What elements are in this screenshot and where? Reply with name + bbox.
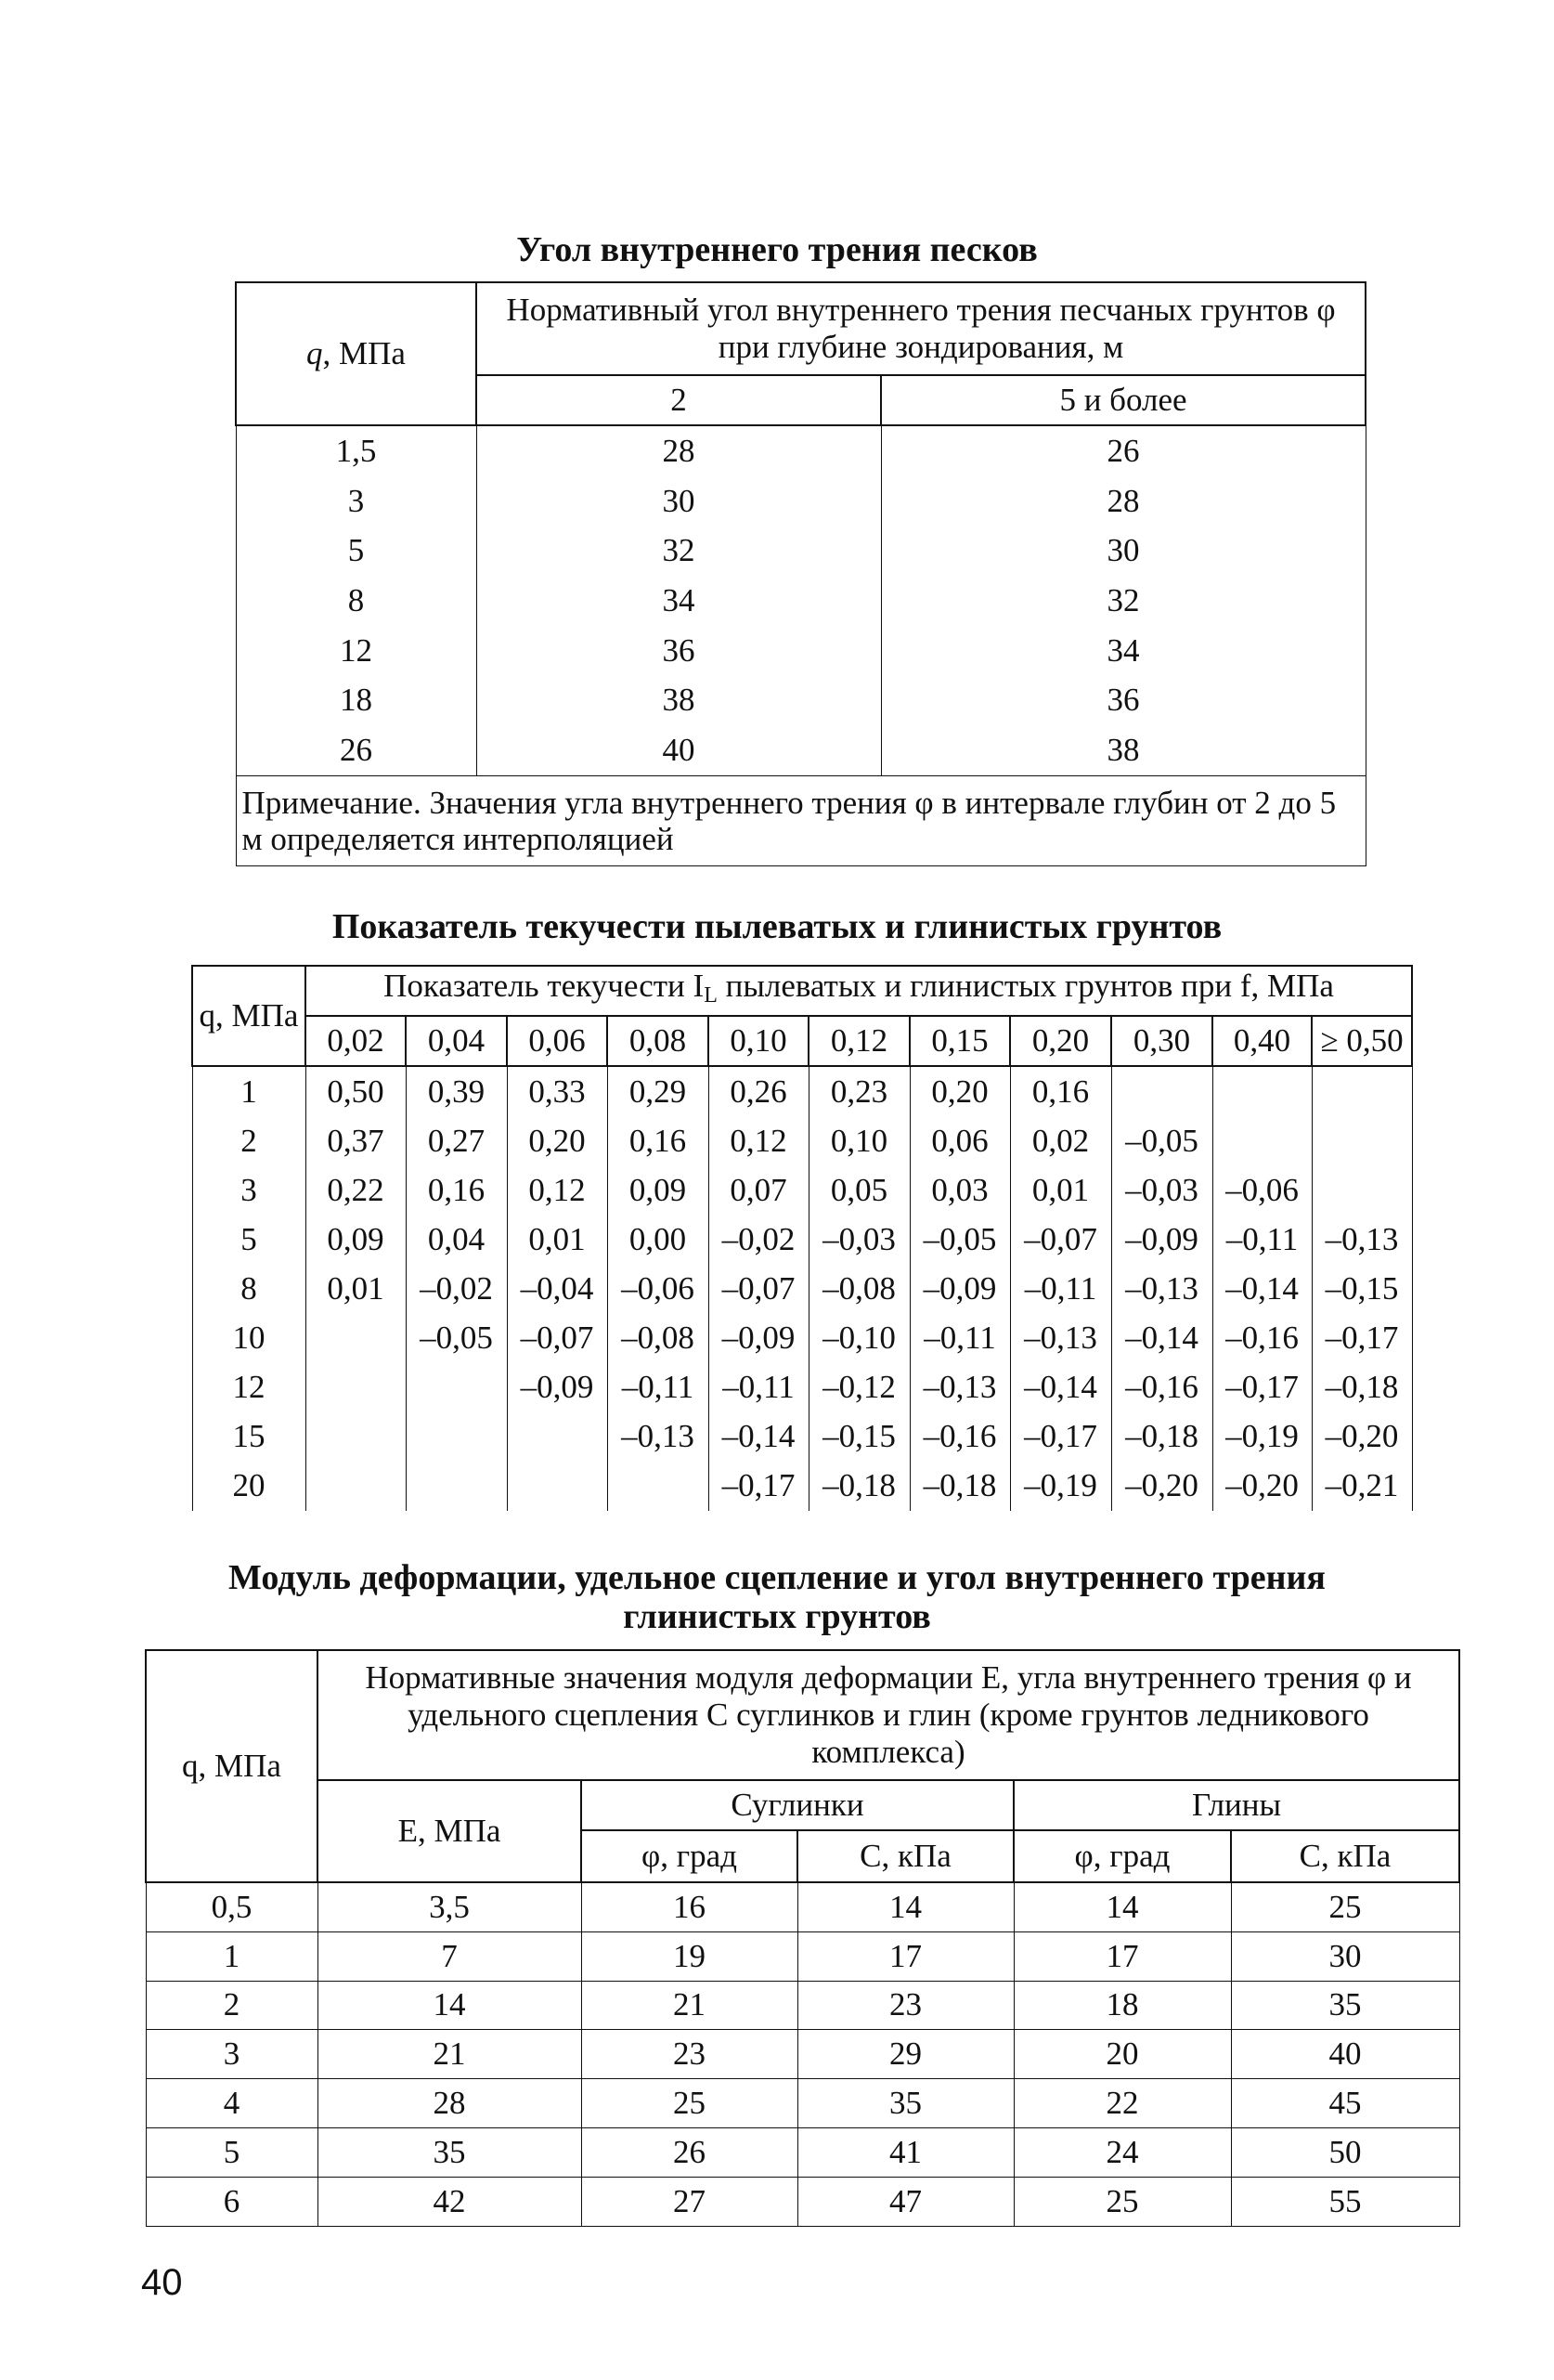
t2-cell: –0,09 (507, 1363, 607, 1412)
t2-cell (1212, 1066, 1312, 1116)
t2-cell: 0,05 (809, 1165, 910, 1215)
liquidity-index-table (191, 965, 1413, 1511)
t1-row (236, 526, 1366, 576)
t2-cell (305, 1363, 406, 1412)
t2-cell: –0,08 (809, 1264, 910, 1313)
t2-cell: –0,04 (507, 1264, 607, 1313)
t2-cell: –0,18 (1312, 1363, 1412, 1412)
t3-cell: 35 (1231, 1981, 1459, 2030)
t2-cell: 0,01 (1010, 1165, 1111, 1215)
t2-cell: 0,12 (507, 1165, 607, 1215)
t2-f-header: 0,10 (708, 1016, 809, 1066)
t3-cell: 14 (1014, 1882, 1231, 1931)
t2-cell: –0,16 (1111, 1363, 1212, 1412)
t2-cell: –0,20 (1212, 1462, 1312, 1511)
t2-cell: 0,16 (607, 1116, 708, 1165)
t2-cell: 3 (192, 1165, 305, 1215)
t3-group-header: Нормативные значения модуля деформации E, угла внутреннего трения φ и удельного сцепления С суглинков и глин (кроме грунтов ледникового комплекса) (317, 1650, 1459, 1780)
t1-cell: 8 (236, 576, 476, 626)
t3-cell: 35 (317, 2127, 581, 2177)
t3-cell: 28 (317, 2079, 581, 2128)
t2-cell (1212, 1116, 1312, 1165)
t2-cell (305, 1412, 406, 1462)
t1-cell: 5 (236, 526, 476, 576)
t3-cell: 3 (146, 2030, 317, 2079)
t1-cell: 18 (236, 675, 476, 725)
t2-cell (305, 1313, 406, 1362)
t2-cell: 0,29 (607, 1066, 708, 1116)
t2-cell: 1 (192, 1066, 305, 1116)
t2-cell: 0,23 (809, 1066, 910, 1116)
t2-cell: –0,07 (708, 1264, 809, 1313)
t2-cell: –0,13 (1312, 1215, 1412, 1264)
t2-f-header: 0,15 (910, 1016, 1010, 1066)
t2-cell: –0,19 (1212, 1412, 1312, 1462)
t1-depth-header-2: 2 (476, 375, 881, 425)
t3-cell: 25 (1231, 1882, 1459, 1931)
t2-cell: –0,09 (1111, 1215, 1212, 1264)
t1-row (236, 626, 1366, 676)
t3-cell: 0,5 (146, 1882, 317, 1931)
t2-cell: 0,10 (809, 1116, 910, 1165)
t3-clay-header: Глины (1014, 1780, 1459, 1830)
t3-e-header: E, МПа (317, 1780, 581, 1882)
t1-row (236, 725, 1366, 775)
t2-cell: 5 (192, 1215, 305, 1264)
t1-group-header: Нормативный угол внутреннего трения песчаных грунтов φ при глубине зондирования, м (476, 282, 1366, 375)
t3-loam-header: Суглинки (581, 1780, 1014, 1830)
t3-cell: 26 (581, 2127, 797, 2177)
t2-cell: 0,07 (708, 1165, 809, 1215)
t3-cell: 14 (317, 1981, 581, 2030)
t1-cell: 32 (476, 526, 881, 576)
t2-cell: 8 (192, 1264, 305, 1313)
t2-f-header: 0,12 (809, 1016, 910, 1066)
t2-row (192, 1363, 1412, 1412)
t2-cell: –0,03 (1111, 1165, 1212, 1215)
t2-cell: –0,17 (1212, 1363, 1312, 1412)
t3-cell: 3,5 (317, 1882, 581, 1931)
t2-cell: 0,01 (305, 1264, 406, 1313)
t3-cell: 23 (581, 2030, 797, 2079)
t2-cell: –0,20 (1312, 1412, 1412, 1462)
t1-cell: 28 (476, 425, 881, 476)
t2-cell: –0,16 (1212, 1313, 1312, 1362)
t2-cell: –0,18 (1111, 1412, 1212, 1462)
t3-cell: 47 (797, 2177, 1014, 2226)
t2-row (192, 1066, 1412, 1116)
t3-cell: 21 (317, 2030, 581, 2079)
t1-q-header: q, МПа (236, 282, 476, 425)
t2-cell: –0,15 (809, 1412, 910, 1462)
t2-cell: 0,39 (406, 1066, 507, 1116)
t3-row (146, 2079, 1459, 2128)
t3-row (146, 2030, 1459, 2079)
sand-friction-table (235, 281, 1366, 866)
t2-cell: –0,15 (1312, 1264, 1412, 1313)
t3-loam-phi-header: φ, град (581, 1830, 797, 1882)
t2-cell: –0,11 (1212, 1215, 1312, 1264)
t2-cell: 20 (192, 1462, 305, 1511)
t2-cell: –0,10 (809, 1313, 910, 1362)
t3-row (146, 1931, 1459, 1981)
t2-cell: –0,06 (607, 1264, 708, 1313)
t3-clay-c-header: С, кПа (1231, 1830, 1459, 1882)
t1-cell: 28 (881, 476, 1366, 527)
t2-cell: 15 (192, 1412, 305, 1462)
t2-cell (406, 1363, 507, 1412)
t2-cell: –0,11 (910, 1313, 1010, 1362)
t2-cell: 0,20 (507, 1116, 607, 1165)
t1-note: Примечание. Значения угла внутреннего трения φ в интервале глубин от 2 до 5 м определяется интерполяцией (236, 775, 1366, 865)
t3-cell: 20 (1014, 2030, 1231, 2079)
t2-cell: 0,04 (406, 1215, 507, 1264)
t2-row (192, 1116, 1412, 1165)
t2-f-header: 0,40 (1212, 1016, 1312, 1066)
t2-cell: 0,12 (708, 1116, 809, 1165)
t2-cell: –0,13 (1010, 1313, 1111, 1362)
t2-cell: –0,14 (1010, 1363, 1111, 1412)
t1-row (236, 576, 1366, 626)
t2-cell (1111, 1066, 1212, 1116)
t2-row (192, 1462, 1412, 1511)
t2-cell: –0,09 (708, 1313, 809, 1362)
t2-cell: –0,13 (1111, 1264, 1212, 1313)
t3-cell: 5 (146, 2127, 317, 2177)
t2-f-header: 0,20 (1010, 1016, 1111, 1066)
t2-cell: –0,12 (809, 1363, 910, 1412)
t1-cell: 30 (476, 476, 881, 527)
t2-cell: –0,07 (1010, 1215, 1111, 1264)
t2-cell: 0,16 (1010, 1066, 1111, 1116)
t3-row (146, 1882, 1459, 1931)
t2-row (192, 1412, 1412, 1462)
t3-row (146, 2127, 1459, 2177)
t2-cell: –0,03 (809, 1215, 910, 1264)
t3-cell: 27 (581, 2177, 797, 2226)
t2-cell: –0,20 (1111, 1462, 1212, 1511)
t2-cell: –0,14 (708, 1412, 809, 1462)
t2-cell: –0,19 (1010, 1462, 1111, 1511)
t3-cell: 14 (797, 1882, 1014, 1931)
t2-cell: –0,13 (607, 1412, 708, 1462)
t3-cell: 21 (581, 1981, 797, 2030)
t1-cell: 36 (476, 626, 881, 676)
t2-cell: 0,27 (406, 1116, 507, 1165)
t2-cell: –0,05 (406, 1313, 507, 1362)
t3-cell: 25 (581, 2079, 797, 2128)
t2-cell: 0,22 (305, 1165, 406, 1215)
t2-cell (1312, 1116, 1412, 1165)
t2-cell: –0,17 (1312, 1313, 1412, 1362)
t2-cell: 0,37 (305, 1116, 406, 1165)
t2-cell: –0,11 (607, 1363, 708, 1412)
t2-cell: 0,20 (910, 1066, 1010, 1116)
t1-cell: 40 (476, 725, 881, 775)
t1-cell: 30 (881, 526, 1366, 576)
t3-cell: 2 (146, 1981, 317, 2030)
t3-row (146, 1981, 1459, 2030)
t3-clay-phi-header: φ, град (1014, 1830, 1231, 1882)
deformation-modulus-table (145, 1649, 1460, 2227)
t2-row (192, 1215, 1412, 1264)
t2-f-header: 0,06 (507, 1016, 607, 1066)
t3-cell: 41 (797, 2127, 1014, 2177)
t2-cell: –0,11 (708, 1363, 809, 1412)
t1-cell: 3 (236, 476, 476, 527)
t3-cell: 40 (1231, 2030, 1459, 2079)
t1-cell: 38 (476, 675, 881, 725)
t2-cell: 0,26 (708, 1066, 809, 1116)
t2-cell (507, 1462, 607, 1511)
t2-cell: –0,08 (607, 1313, 708, 1362)
t2-cell: 2 (192, 1116, 305, 1165)
table3-title: Модуль деформации, удельное сцепление и угол внутреннего трения глинистых грунтов (228, 1558, 1326, 1636)
t2-cell: 0,16 (406, 1165, 507, 1215)
t3-cell: 22 (1014, 2079, 1231, 2128)
t3-cell: 30 (1231, 1931, 1459, 1981)
t3-cell: 17 (1014, 1931, 1231, 1981)
t1-cell: 34 (881, 626, 1366, 676)
t2-cell: 12 (192, 1363, 305, 1412)
t2-cell: –0,18 (809, 1462, 910, 1511)
t1-row (236, 425, 1366, 476)
t2-cell: –0,17 (1010, 1412, 1111, 1462)
t2-cell: –0,06 (1212, 1165, 1312, 1215)
t2-cell (607, 1462, 708, 1511)
t1-cell: 26 (236, 725, 476, 775)
t2-cell (406, 1462, 507, 1511)
t1-cell: 12 (236, 626, 476, 676)
page-number: 40 (141, 2262, 183, 2303)
t3-cell: 25 (1014, 2177, 1231, 2226)
t1-depth-header-5: 5 и более (881, 375, 1366, 425)
t2-cell: –0,16 (910, 1412, 1010, 1462)
table1-title: Угол внутреннего трения песков (516, 230, 1038, 269)
t1-cell: 32 (881, 576, 1366, 626)
t3-row (146, 2177, 1459, 2226)
t2-cell: –0,17 (708, 1462, 809, 1511)
t2-row (192, 1165, 1412, 1215)
t2-q-header: q, МПа (192, 966, 305, 1066)
table2-title: Показатель текучести пылеватых и глинистых грунтов (331, 907, 1223, 946)
t2-f-header: 0,08 (607, 1016, 708, 1066)
t3-cell: 16 (581, 1882, 797, 1931)
t2-cell (507, 1412, 607, 1462)
t2-cell: 0,01 (507, 1215, 607, 1264)
t3-cell: 19 (581, 1931, 797, 1981)
t3-cell: 18 (1014, 1981, 1231, 2030)
t3-loam-c-header: С, кПа (797, 1830, 1014, 1882)
t2-cell: –0,14 (1111, 1313, 1212, 1362)
t1-cell: 38 (881, 725, 1366, 775)
t2-cell: –0,11 (1010, 1264, 1111, 1313)
t3-cell: 45 (1231, 2079, 1459, 2128)
t2-f-header: 0,04 (406, 1016, 507, 1066)
t2-cell: 0,33 (507, 1066, 607, 1116)
t2-cell (406, 1412, 507, 1462)
t2-f-header: 0,02 (305, 1016, 406, 1066)
t3-cell: 42 (317, 2177, 581, 2226)
t1-row (236, 675, 1366, 725)
t3-cell: 1 (146, 1931, 317, 1981)
t1-cell: 26 (881, 425, 1366, 476)
t2-f-header: ≥ 0,50 (1312, 1016, 1412, 1066)
t3-cell: 7 (317, 1931, 581, 1981)
t2-cell: –0,09 (910, 1264, 1010, 1313)
t1-cell: 36 (881, 675, 1366, 725)
t3-q-header: q, МПа (146, 1650, 317, 1882)
t2-cell: –0,13 (910, 1363, 1010, 1412)
t2-cell: 0,50 (305, 1066, 406, 1116)
t2-f-header: 0,30 (1111, 1016, 1212, 1066)
t2-cell: –0,21 (1312, 1462, 1412, 1511)
t1-cell: 1,5 (236, 425, 476, 476)
t2-row (192, 1264, 1412, 1313)
t2-cell: 0,03 (910, 1165, 1010, 1215)
t2-cell (305, 1462, 406, 1511)
t2-group-header: Показатель текучести $I_L$ пылеватых и глинистых грунтов при f, МПа (305, 966, 1412, 1016)
t1-cell: 34 (476, 576, 881, 626)
t2-cell: –0,18 (910, 1462, 1010, 1511)
t3-cell: 50 (1231, 2127, 1459, 2177)
t3-cell: 17 (797, 1931, 1014, 1981)
t2-cell: –0,05 (1111, 1116, 1212, 1165)
t2-cell: –0,07 (507, 1313, 607, 1362)
t2-cell (1312, 1165, 1412, 1215)
t3-cell: 23 (797, 1981, 1014, 2030)
t3-cell: 6 (146, 2177, 317, 2226)
t3-cell: 35 (797, 2079, 1014, 2128)
t3-cell: 55 (1231, 2177, 1459, 2226)
t3-cell: 29 (797, 2030, 1014, 2079)
t2-cell: –0,14 (1212, 1264, 1312, 1313)
t2-cell: –0,02 (406, 1264, 507, 1313)
t2-cell: –0,02 (708, 1215, 809, 1264)
t2-cell: 0,09 (607, 1165, 708, 1215)
t2-cell: 0,09 (305, 1215, 406, 1264)
t2-cell: 10 (192, 1313, 305, 1362)
t1-row (236, 476, 1366, 527)
t2-row (192, 1313, 1412, 1362)
t3-cell: 24 (1014, 2127, 1231, 2177)
t2-cell (1312, 1066, 1412, 1116)
t2-cell: 0,06 (910, 1116, 1010, 1165)
t2-cell: –0,05 (910, 1215, 1010, 1264)
t3-cell: 4 (146, 2079, 317, 2128)
t2-cell: 0,00 (607, 1215, 708, 1264)
t2-cell: 0,02 (1010, 1116, 1111, 1165)
